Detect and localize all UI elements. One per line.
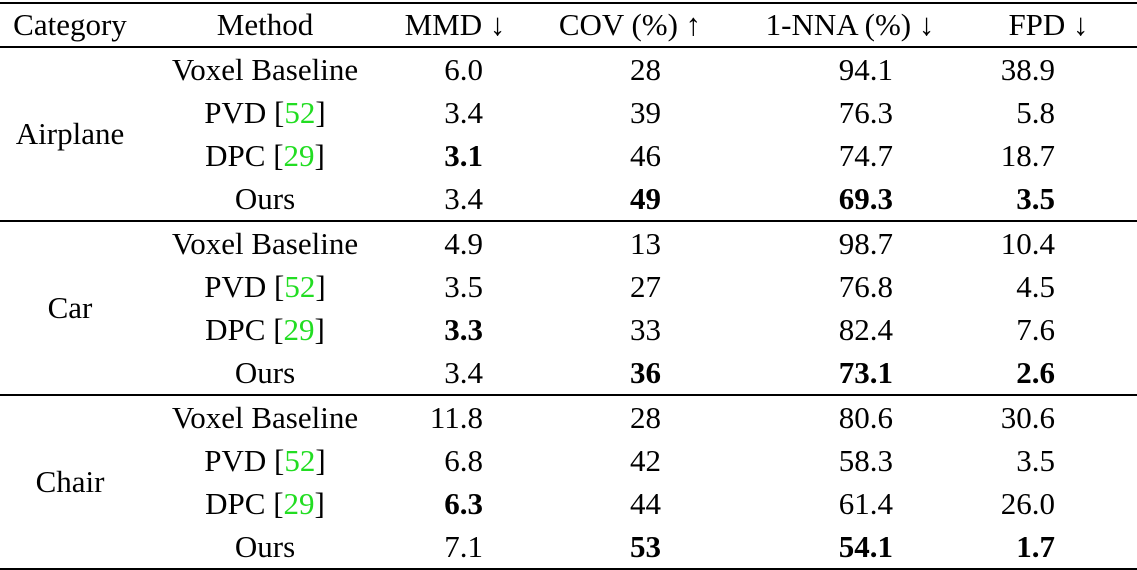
table-row	[0, 351, 1137, 395]
1nna-value: 58.3	[838, 442, 893, 478]
method-label: Voxel Baseline	[171, 399, 359, 435]
column-header-category: Category	[13, 7, 127, 42]
method-cell	[140, 47, 390, 91]
1nna-value: 76.8	[838, 268, 893, 304]
cov-value-best: 36	[630, 354, 661, 390]
mmd-value: 6.8	[444, 442, 483, 478]
1nna-value: 61.4	[838, 485, 893, 521]
category-cell: Airplane	[15, 116, 125, 151]
citation-ref[interactable]: 52	[284, 94, 316, 130]
table-row	[0, 395, 1137, 439]
fpd-value: 38.9	[1000, 51, 1055, 87]
method-label: PVD [	[204, 442, 285, 478]
method-label-suffix: ]	[314, 311, 325, 347]
mmd-value: 3.5	[444, 268, 483, 304]
method-label-suffix: ]	[314, 137, 325, 173]
1nna-value-best: 69.3	[838, 180, 893, 216]
table-row	[0, 91, 1137, 134]
method-label: Ours	[234, 354, 296, 390]
cov-value: 46	[630, 137, 661, 173]
1nna-value-best: 73.1	[838, 354, 893, 390]
method-label: Ours	[234, 528, 296, 564]
table-row	[0, 482, 1137, 525]
mmd-value: 11.8	[429, 399, 483, 435]
fpd-value-best: 3.5	[1016, 180, 1055, 216]
cov-value-best: 53	[630, 528, 661, 564]
1nna-value: 74.7	[838, 137, 893, 173]
method-cell	[140, 221, 390, 265]
citation-ref[interactable]: 29	[283, 485, 315, 521]
category-group-car	[0, 221, 1137, 395]
1nna-value: 82.4	[838, 311, 893, 347]
fpd-value: 4.5	[1016, 268, 1055, 304]
method-cell	[140, 265, 390, 308]
method-label: Voxel Baseline	[171, 51, 359, 87]
table-header-row	[0, 3, 1137, 47]
method-cell	[140, 134, 390, 177]
mmd-value: 4.9	[444, 225, 483, 261]
table-row	[0, 134, 1137, 177]
fpd-value: 3.5	[1016, 442, 1055, 478]
method-label: DPC [	[205, 311, 284, 347]
column-header-mmd: MMD ↓	[404, 7, 506, 42]
method-label: Voxel Baseline	[171, 225, 359, 261]
cov-value: 13	[630, 225, 661, 261]
table-row	[0, 177, 1137, 221]
cov-value: 42	[630, 442, 661, 478]
table-row	[0, 265, 1137, 308]
category-group-airplane	[0, 47, 1137, 221]
cov-value: 39	[630, 94, 661, 130]
citation-ref[interactable]: 29	[283, 137, 315, 173]
citation-ref[interactable]: 52	[284, 268, 316, 304]
method-label: DPC [	[205, 137, 284, 173]
column-header-1nna: 1-NNA (%) ↓	[765, 7, 935, 42]
1nna-value: 98.7	[838, 225, 893, 261]
table-row	[0, 308, 1137, 351]
category-cell: Car	[47, 290, 93, 325]
mmd-value: 3.4	[444, 180, 483, 216]
mmd-value: 3.4	[444, 354, 483, 390]
table-row	[0, 525, 1137, 569]
method-label: Ours	[234, 180, 296, 216]
cov-value: 44	[630, 485, 661, 521]
fpd-value: 30.6	[1000, 399, 1055, 435]
mmd-value-best: 6.3	[444, 485, 483, 521]
mmd-value: 6.0	[444, 51, 483, 87]
method-label-suffix: ]	[315, 268, 326, 304]
1nna-value: 76.3	[838, 94, 893, 130]
fpd-value-best: 2.6	[1016, 354, 1055, 390]
column-header-method: Method	[216, 7, 314, 42]
mmd-value: 7.1	[444, 528, 483, 564]
cov-value: 27	[630, 268, 661, 304]
method-label-suffix: ]	[315, 442, 326, 478]
results-table	[0, 2, 1137, 570]
fpd-value: 10.4	[1000, 225, 1055, 261]
column-header-cov: COV (%) ↑	[558, 7, 702, 42]
table-row	[0, 221, 1137, 265]
fpd-value: 5.8	[1016, 94, 1055, 130]
method-cell	[140, 177, 390, 221]
cov-value-best: 49	[630, 180, 661, 216]
method-label-suffix: ]	[314, 485, 325, 521]
fpd-value: 7.6	[1016, 311, 1055, 347]
fpd-value: 26.0	[1000, 485, 1055, 521]
1nna-value: 94.1	[838, 51, 893, 87]
method-cell	[140, 439, 390, 482]
method-cell	[140, 91, 390, 134]
method-cell	[140, 395, 390, 439]
1nna-value-best: 54.1	[838, 528, 893, 564]
1nna-value: 80.6	[838, 399, 893, 435]
method-label: PVD [	[204, 268, 285, 304]
citation-ref[interactable]: 29	[283, 311, 315, 347]
cov-value: 28	[630, 51, 661, 87]
mmd-value: 3.4	[444, 94, 483, 130]
citation-ref[interactable]: 52	[284, 442, 316, 478]
fpd-value-best: 1.7	[1016, 528, 1055, 564]
cov-value: 28	[630, 399, 661, 435]
mmd-value-best: 3.3	[444, 311, 483, 347]
method-cell	[140, 308, 390, 351]
fpd-value: 18.7	[1000, 137, 1055, 173]
table-row	[0, 47, 1137, 91]
mmd-value-best: 3.1	[444, 137, 483, 173]
category-cell: Chair	[35, 464, 105, 499]
column-header-fpd: FPD ↓	[1008, 7, 1089, 42]
category-group-chair	[0, 395, 1137, 569]
method-label-suffix: ]	[315, 94, 326, 130]
cov-value: 33	[630, 311, 661, 347]
method-label: PVD [	[204, 94, 285, 130]
method-cell	[140, 351, 390, 395]
method-cell	[140, 482, 390, 525]
table-row	[0, 439, 1137, 482]
method-cell	[140, 525, 390, 569]
method-label: DPC [	[205, 485, 284, 521]
